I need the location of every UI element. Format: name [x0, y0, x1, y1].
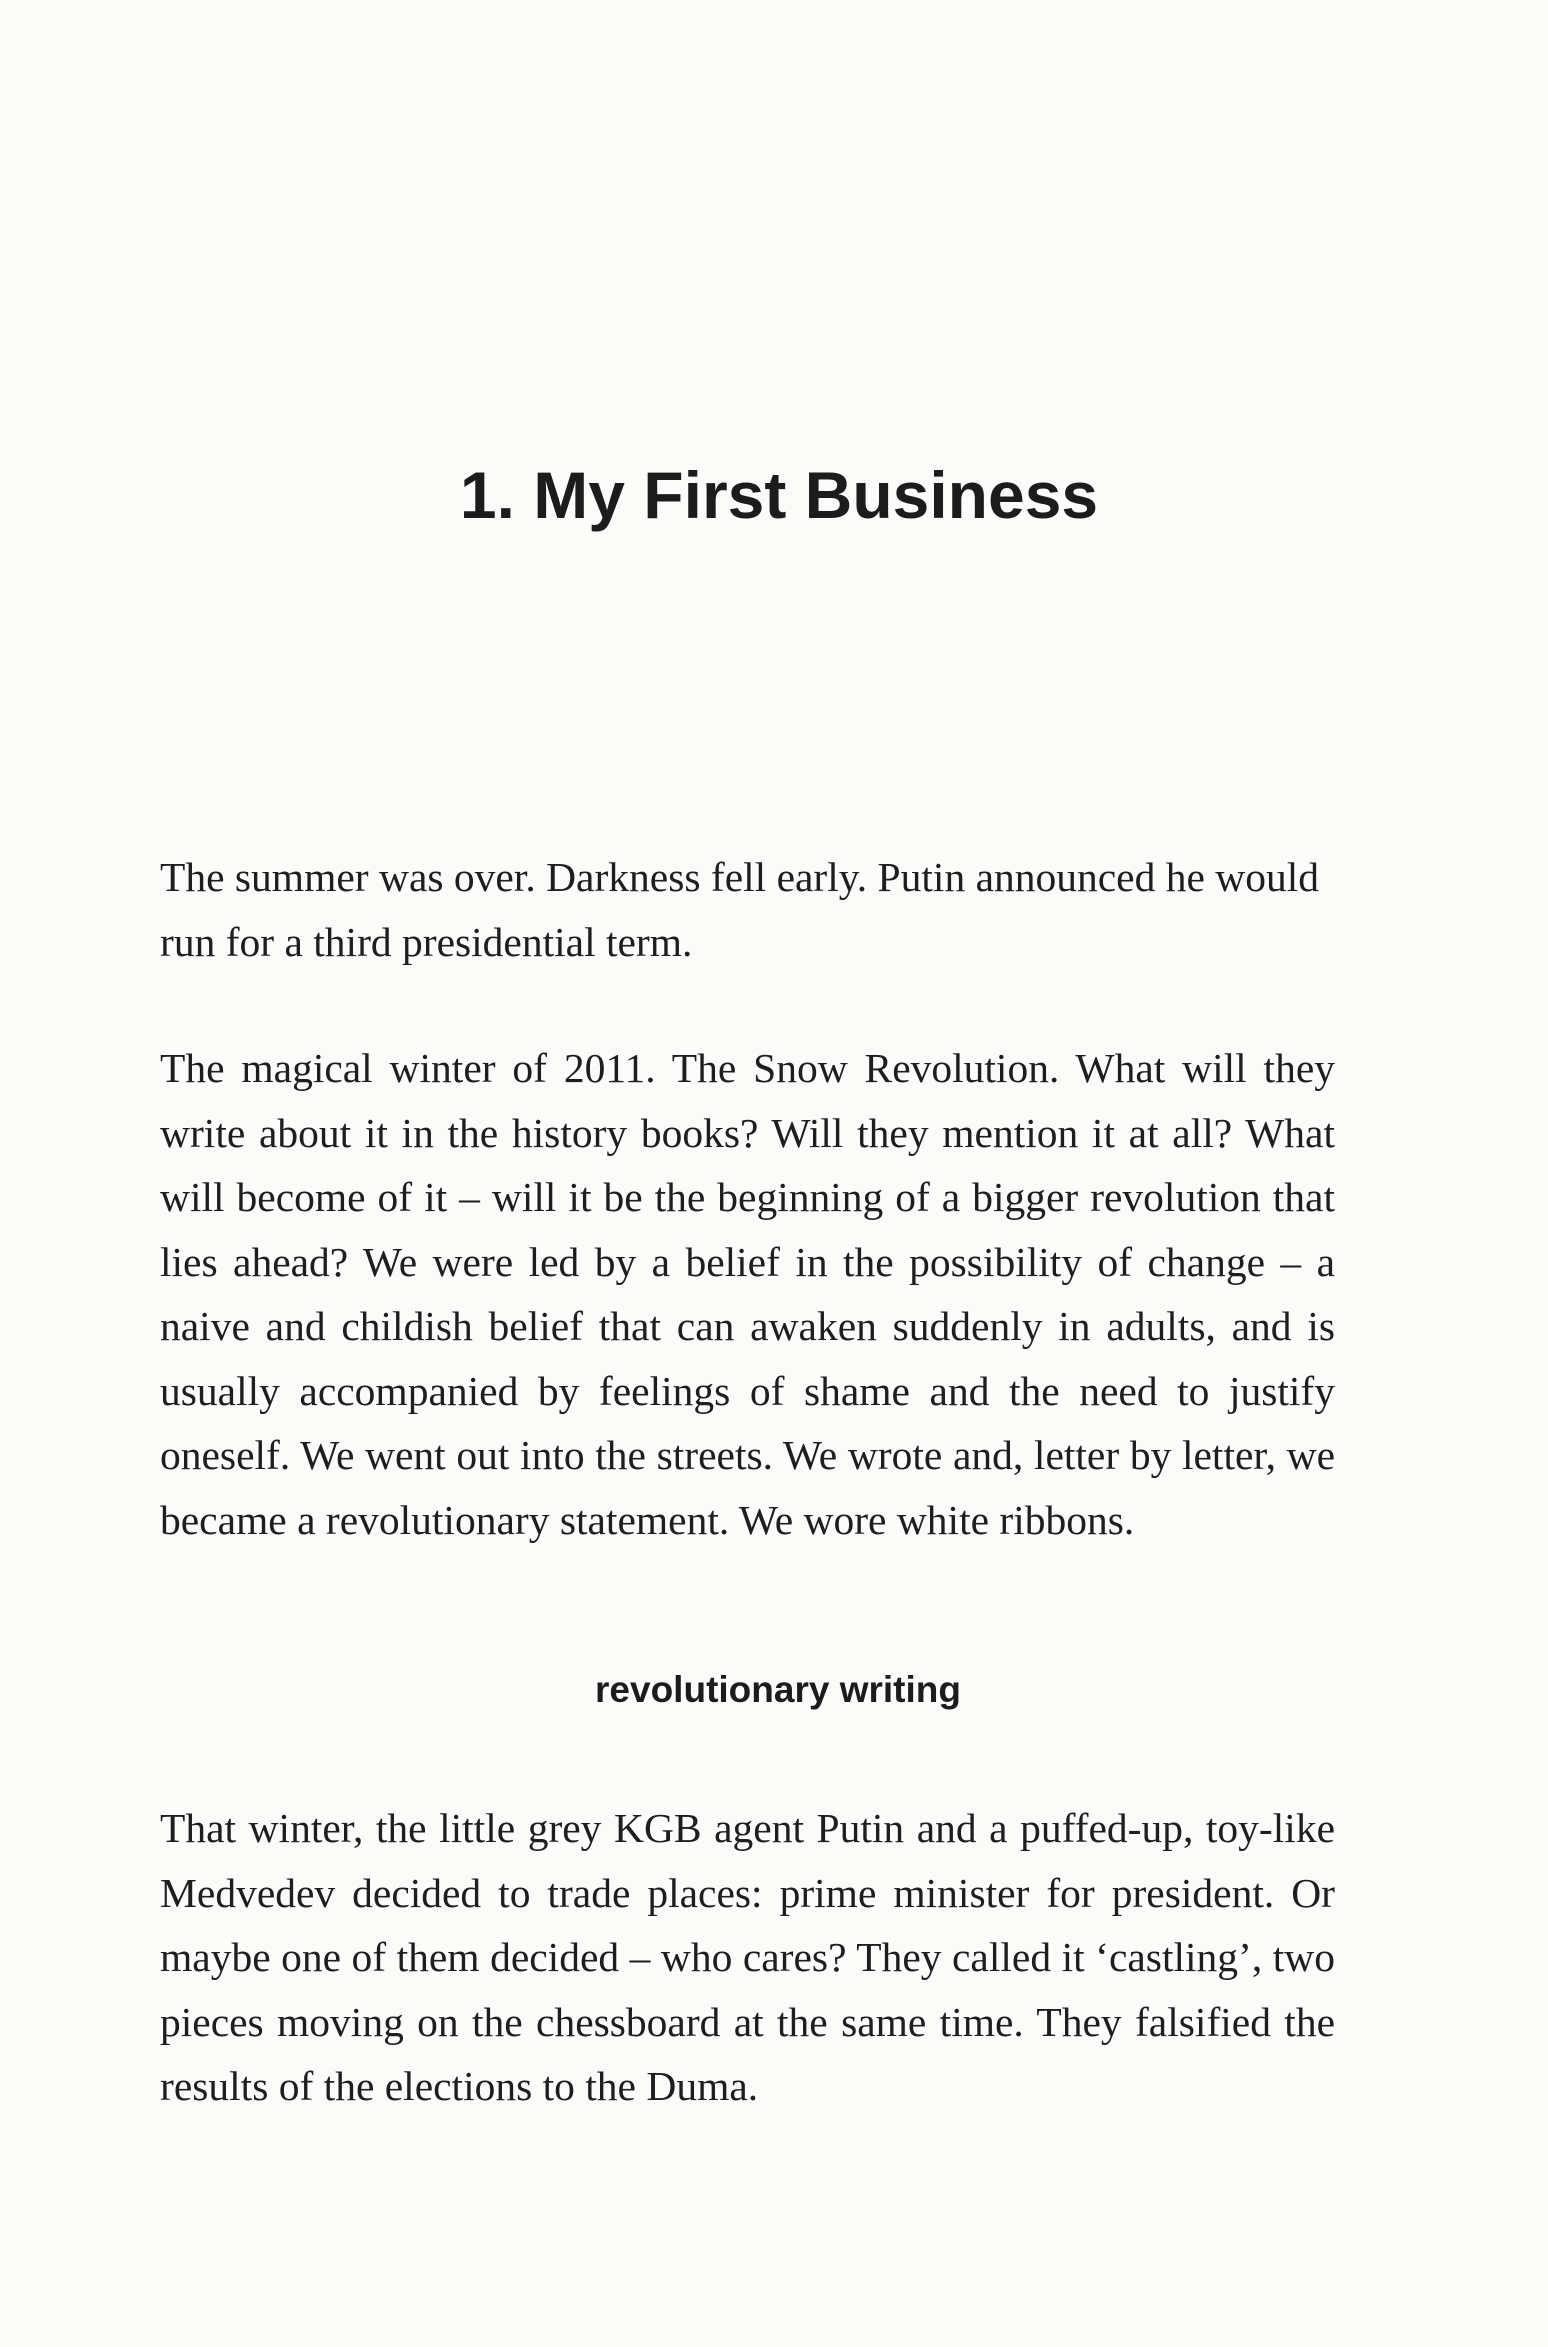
chapter-title: 1. My First Business: [459, 458, 1099, 532]
paragraph: The summer was over. Darkness fell early. Putin announced he would run for a third presidential term.: [160, 854, 1320, 965]
paragraph: The magical winter of 2011. The Snow Revolution. What will they write about it in the history books? Will they mention it at all? What will become of it – will it be the beginning of a bigger revolution that lies ahead? We were led by a belief in the possibility of change – a naive and childish belief that can awaken suddenly in adults, and is usually accompanied by feelings of shame and the need to justify oneself. We went out into the streets. We wrote and, letter by letter, we became a revolutionary statement. We wore white ribbons.: [160, 1045, 1335, 1543]
paragraph: That winter, the little grey KGB agent Putin and a puffed-up, toy-like Medvedev decided to trade places: prime minister for president. Or maybe one of them decided – who cares? They called it ‘castling’, two pieces moving on the chessboard at the same time. They falsified the results of the elections to the Duma.: [160, 1805, 1335, 2109]
section-heading: revolutionary writing: [595, 1669, 961, 1710]
